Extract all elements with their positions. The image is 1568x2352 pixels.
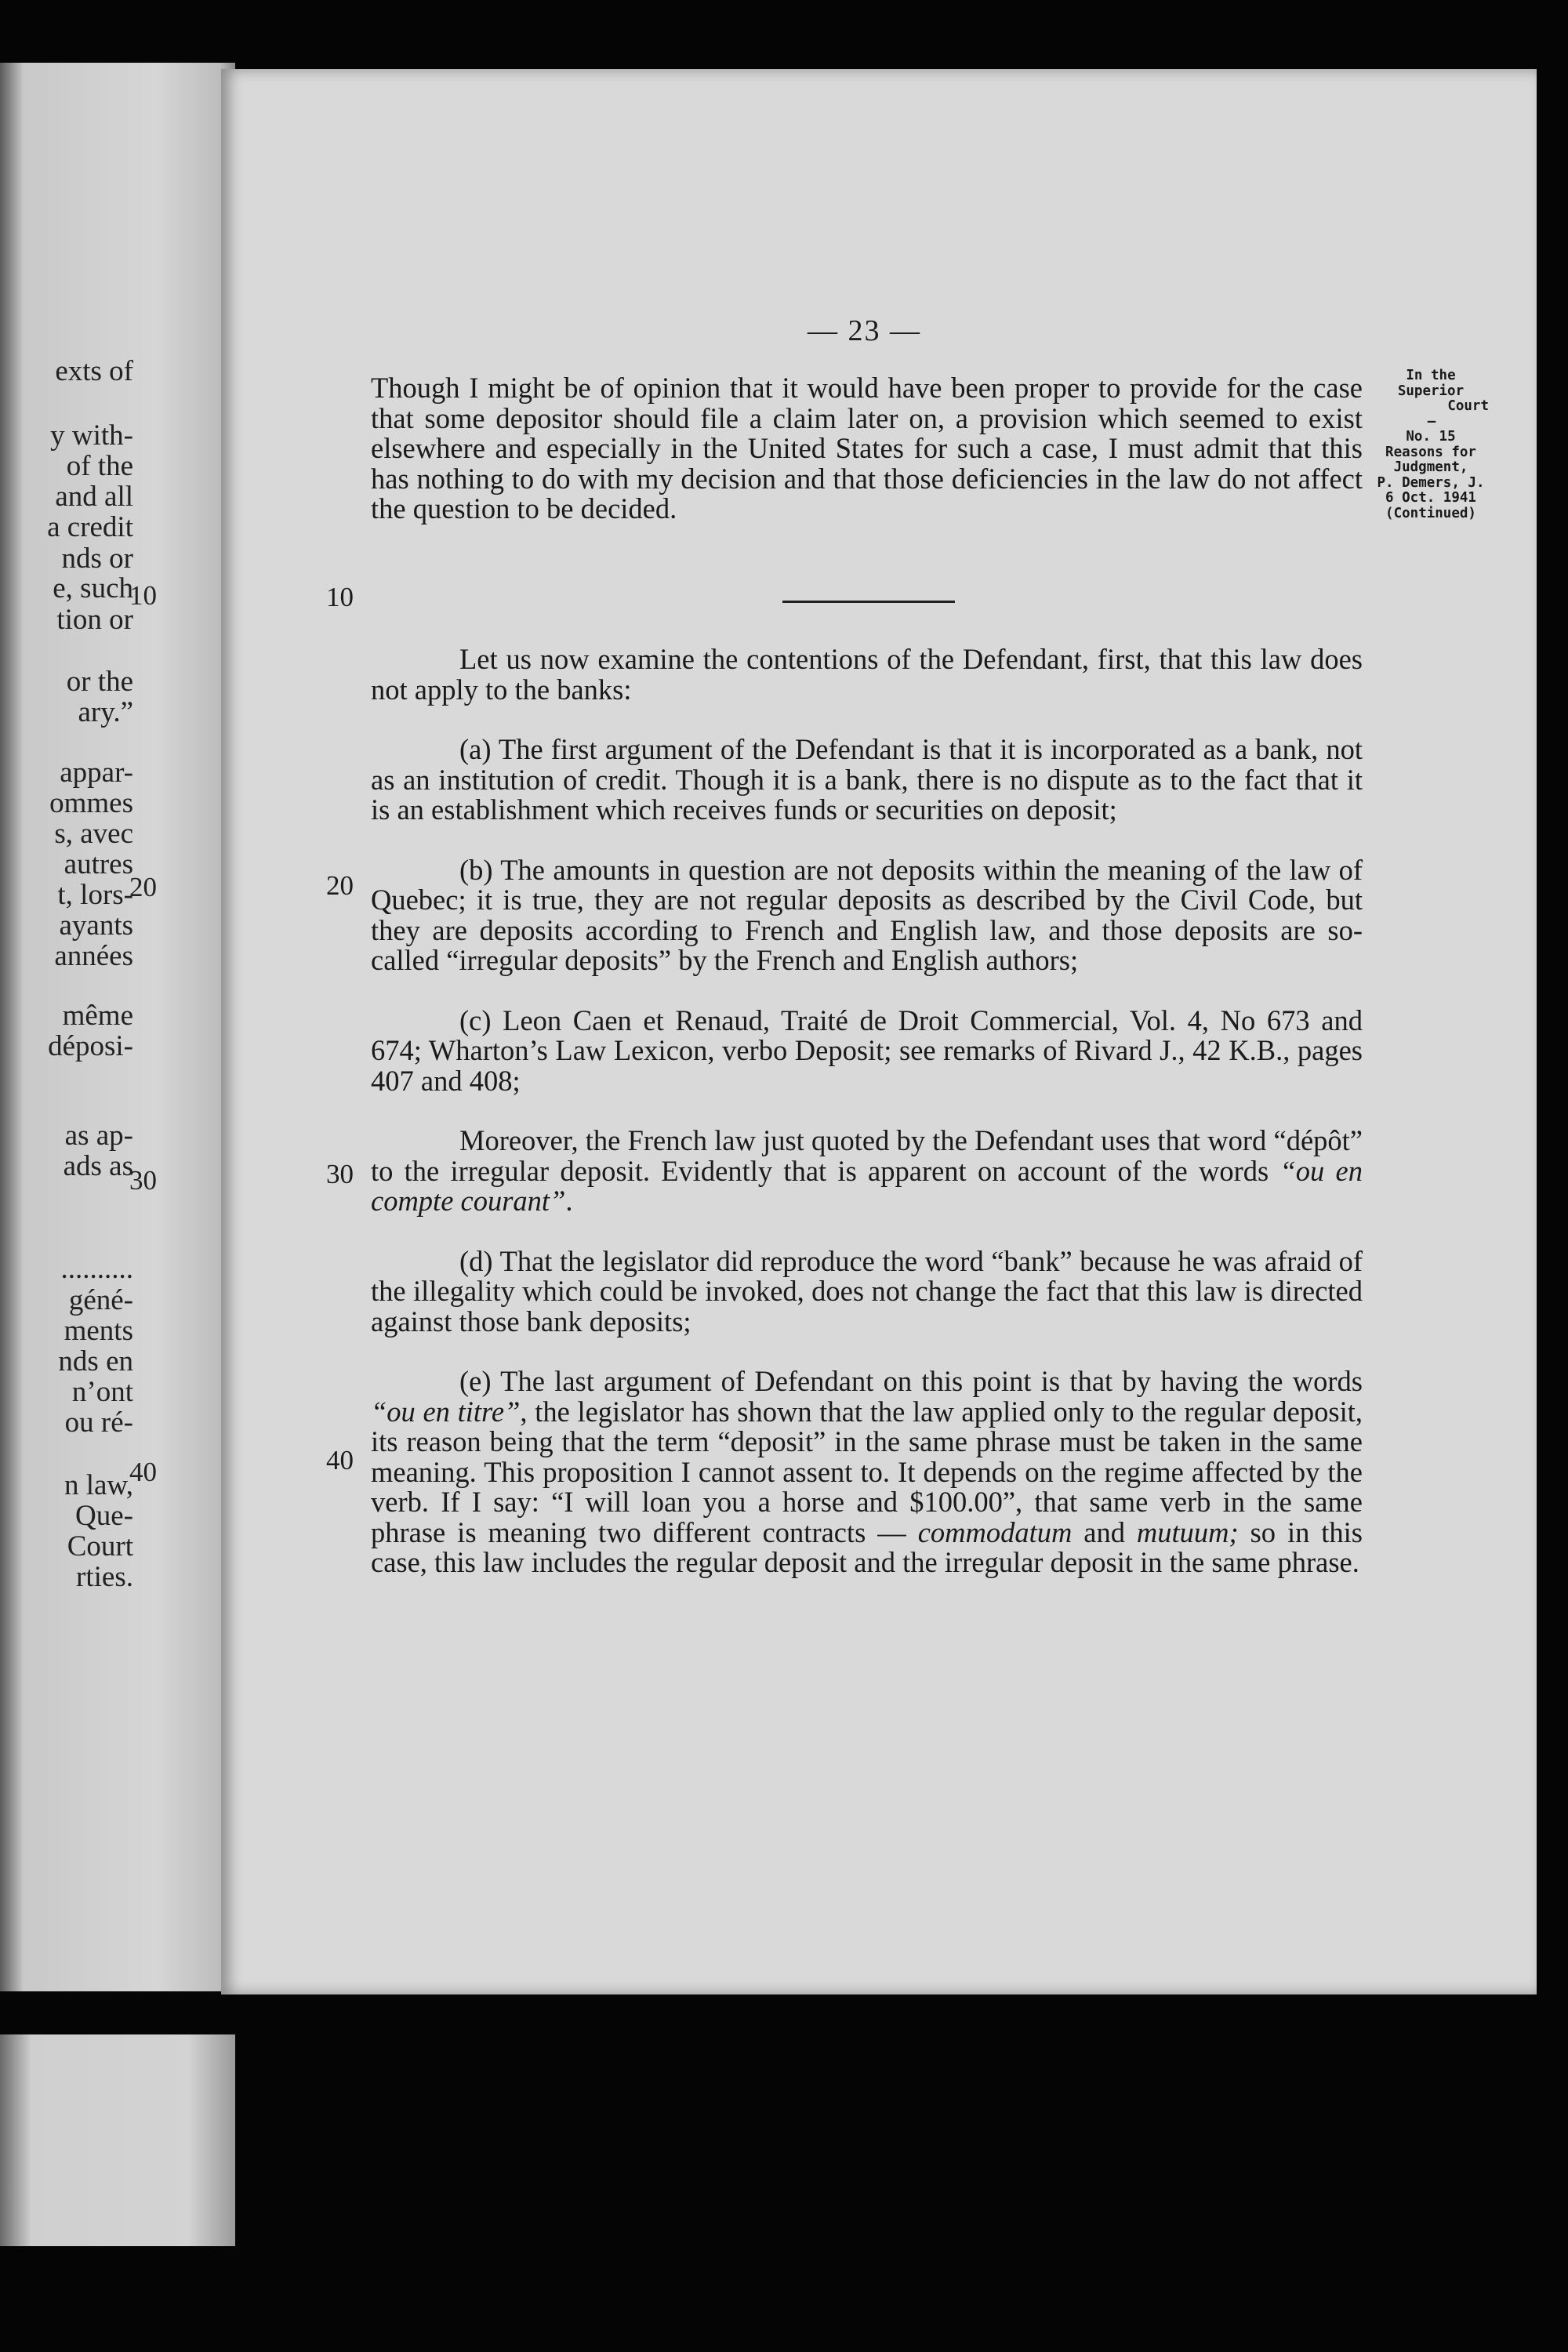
left-page-scrap [0, 2034, 235, 2246]
side-note-line: Superior [1397, 383, 1465, 399]
paragraph-e-term: mutuum; [1136, 1515, 1239, 1548]
paragraph-e-text: , the legislator has shown that the law applied only to the regular deposit, its reason being that the term “deposit” in the same phrase must be taken in the same meaning. This proposition I cannot assent to. It depends on the regime affected by the verb. If I say: “I will loan you a horse and $100.00”, that same verb in the same phrase is meaning two different contracts — [371, 1395, 1363, 1548]
left-page-line: t, lors- [57, 879, 133, 911]
paragraph-moreover [371, 1126, 1363, 1217]
left-page-line: of the [66, 450, 133, 482]
paragraph-moreover-end: . [565, 1185, 573, 1217]
left-page-line-number: 30 [129, 1165, 157, 1196]
side-note-line: Court [1447, 398, 1489, 414]
line-number-30: 30 [326, 1159, 354, 1189]
side-note-line: P. Demers, J. [1377, 474, 1485, 491]
left-page-line: nds en [58, 1345, 133, 1377]
paragraph-moreover-quote: “ou en compte courant” [371, 1154, 1363, 1217]
paragraph-intro: Though I might be of opinion that it would have been proper to provide for the case that some depositor should file a claim later on, a provision which seemed to exist elsewhere and especially in the United States for such a case, I must admit that this has nothing to do with my decision and that those deficiencies in the law do not affect the question to be decided. [371, 372, 1363, 524]
left-page-line: as ap- [64, 1120, 133, 1152]
paragraph-d: (d) That the legislator did reproduce the word “bank” because he was afraid of the illegality which could be invoked, does not change the fact that this law is directed against those bank deposits; [371, 1244, 1363, 1338]
left-page-line: ary.” [78, 696, 133, 728]
left-page-line: nds or [61, 543, 133, 575]
left-page-line-number: 40 [129, 1457, 157, 1487]
line-number-40: 40 [326, 1445, 354, 1475]
side-note-line: Reasons for [1385, 444, 1476, 460]
left-page-line: ads as [63, 1150, 133, 1182]
left-page-line: appar- [60, 757, 133, 789]
paragraph-examine: Let us now examine the contentions of the Defendant, first, that this law does not apply to the banks: [371, 643, 1363, 706]
left-page-line: .......... [60, 1253, 133, 1285]
left-page-line: rties. [76, 1561, 133, 1593]
paragraph-e-text: (e) The last argument of Defendant on this point is that by having the words [459, 1365, 1363, 1397]
left-page-line: Court [67, 1530, 133, 1563]
paragraph-c: (c) Leon Caen et Renaud, Traité de Droit Commercial, Vol. 4, No 673 and 674; Wharton’s Law Lexicon, verbo Deposit; see remarks of Rivard J., 42 K.B., pages 407 and 408; [371, 1004, 1363, 1097]
left-page-line: années [54, 940, 133, 972]
paragraph-moreover-text: Moreover, the French law just quoted by the Defendant uses that word “dépôt” to the irregular deposit. Evidently that is apparent on account of the words [371, 1124, 1363, 1187]
left-page-line: Que- [75, 1500, 133, 1532]
page-number: — 23 — [808, 314, 921, 347]
side-note-line: 6 Oct. 1941 [1385, 490, 1476, 506]
left-page-line: and all [55, 481, 133, 513]
paragraph-b: (b) The amounts in question are not deposits within the meaning of the law of Quebec; it is true, they are not regular deposits as described by the Civil Code, but they are deposits according to French and English law, and those deposits are so-called “irregular deposits” by the French and English authors; [371, 853, 1363, 976]
left-page-line: ayants [59, 909, 133, 942]
left-page-line: déposi- [48, 1030, 133, 1062]
paragraph-e [371, 1367, 1363, 1578]
left-page-line: or the [66, 666, 133, 698]
paragraph-e-term: commodatum [917, 1515, 1073, 1548]
left-page-line-number: 10 [129, 580, 157, 611]
paragraph-e-quote: “ou en titre” [371, 1395, 521, 1428]
left-page-line: n law, [64, 1469, 133, 1501]
line-number-10: 10 [326, 582, 354, 612]
left-page-line: ments [64, 1315, 133, 1347]
paragraph-a: (a) The first argument of the Defendant is that it is incorporated as a bank, not as an institution of credit. Though it is a bank, there is no dispute as to the fact that it is an establishment which receives funds or securities on deposit; [371, 733, 1363, 826]
side-note-line: (Continued) [1385, 505, 1476, 521]
text-block-main [371, 644, 1363, 1608]
left-page-line: ou ré- [64, 1406, 133, 1439]
left-page-line: ommes [49, 787, 133, 819]
side-note-line: No. 15 [1406, 429, 1456, 445]
paragraph-e-text: and [1072, 1515, 1137, 1548]
left-page-line: géné- [68, 1284, 133, 1316]
left-page-line: même [62, 1000, 133, 1032]
side-note-line: In the [1406, 368, 1456, 383]
left-page-line: a credit [47, 511, 133, 543]
left-page-line: y with- [50, 419, 133, 452]
paragraph-e-text: so in this case, this law includes the regular deposit and the irregular deposit in the same phrase. [371, 1515, 1363, 1578]
left-page-line: s, avec [54, 818, 133, 850]
side-note-line: — [1427, 413, 1435, 430]
side-note [1368, 368, 1494, 521]
left-page-line: n’ont [71, 1376, 133, 1408]
left-page-line: exts of [55, 355, 133, 387]
left-page-line: e, such [53, 572, 133, 604]
text-block-top [371, 373, 1363, 554]
side-note-line: Judgment, [1393, 459, 1468, 475]
left-page-line: autres [64, 848, 133, 880]
left-page-line-number: 20 [129, 872, 157, 902]
left-page-line: tion or [56, 604, 133, 636]
section-divider [782, 601, 955, 603]
line-number-20: 20 [326, 870, 354, 901]
